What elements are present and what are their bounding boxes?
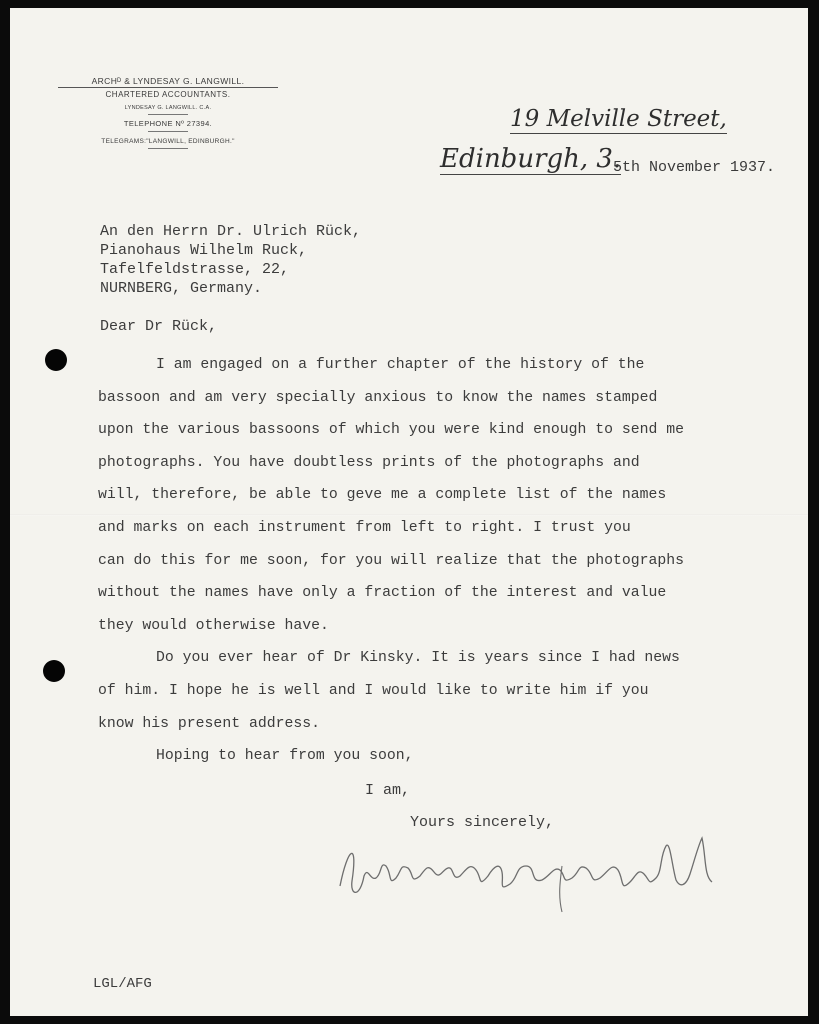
letterhead-rule-2 (148, 131, 188, 132)
body-line: of him. I hope he is well and I would like to write him if you (98, 682, 649, 699)
body-line: photographs. You have doubtless prints of the photographs and (98, 454, 640, 471)
body-line: Hoping to hear from you soon, (156, 748, 414, 765)
punch-hole-upper (45, 349, 67, 371)
body-line: bassoon and am very specially anxious to know the names stamped (98, 389, 658, 406)
body-line: without the names have only a fraction of the interest and value (98, 585, 667, 602)
letterhead-telephone: TELEPHONE Nº 27394. (123, 119, 213, 128)
body-line: Do you ever hear of Dr Kinsky. It is years since I had news (156, 650, 680, 667)
punch-hole-lower (43, 660, 65, 682)
letterhead-telegrams: TELEGRAMS:"LANGWILL, EDINBURGH." (101, 138, 235, 145)
recipient-line: Pianohaus Wilhelm Ruck, (100, 242, 308, 259)
recipient-line: An den Herrn Dr. Ulrich Rück, (100, 223, 362, 240)
reference-initials: LGL/AFG (93, 976, 152, 992)
body-line: and marks on each instrument from left to right. I trust you (98, 519, 631, 536)
letterhead-partner: LYNDESAY G. LANGWILL. C.A. (124, 105, 212, 111)
letter-page (10, 8, 808, 1016)
recipient-line: NURNBERG, Germany. (100, 280, 263, 297)
letterhead-rule-3 (148, 148, 188, 149)
salutation: Dear Dr Rück, (100, 318, 218, 335)
closing-yours-sincerely: Yours sincerely, (410, 814, 555, 831)
letterhead-firm: ARCHᴰ & LYNDESAY G. LANGWILL. (58, 76, 278, 88)
closing-i-am: I am, (365, 782, 411, 799)
letterhead (58, 76, 278, 152)
letterhead-profession: CHARTERED ACCOUNTANTS. (105, 90, 231, 99)
handwritten-signature (330, 826, 730, 916)
address-street: 19 Melville Street, (510, 106, 727, 132)
address-city: Edinburgh, 3. (440, 144, 622, 174)
letter-date: 5th November 1937. (613, 159, 776, 176)
body-line: know his present address. (98, 715, 320, 732)
recipient-block (100, 222, 361, 298)
body-line: upon the various bassoons of which you were kind enough to send me (98, 422, 685, 439)
letter-body (98, 354, 798, 778)
letterhead-rule (148, 114, 188, 115)
recipient-line: Tafelfeldstrasse, 22, (100, 261, 290, 278)
body-line: they would otherwise have. (98, 617, 329, 634)
body-line: can do this for me soon, for you will realize that the photographs (98, 552, 685, 569)
body-line: I am engaged on a further chapter of the history of the (156, 357, 645, 373)
body-line: will, therefore, be able to geve me a complete list of the names (98, 487, 667, 504)
